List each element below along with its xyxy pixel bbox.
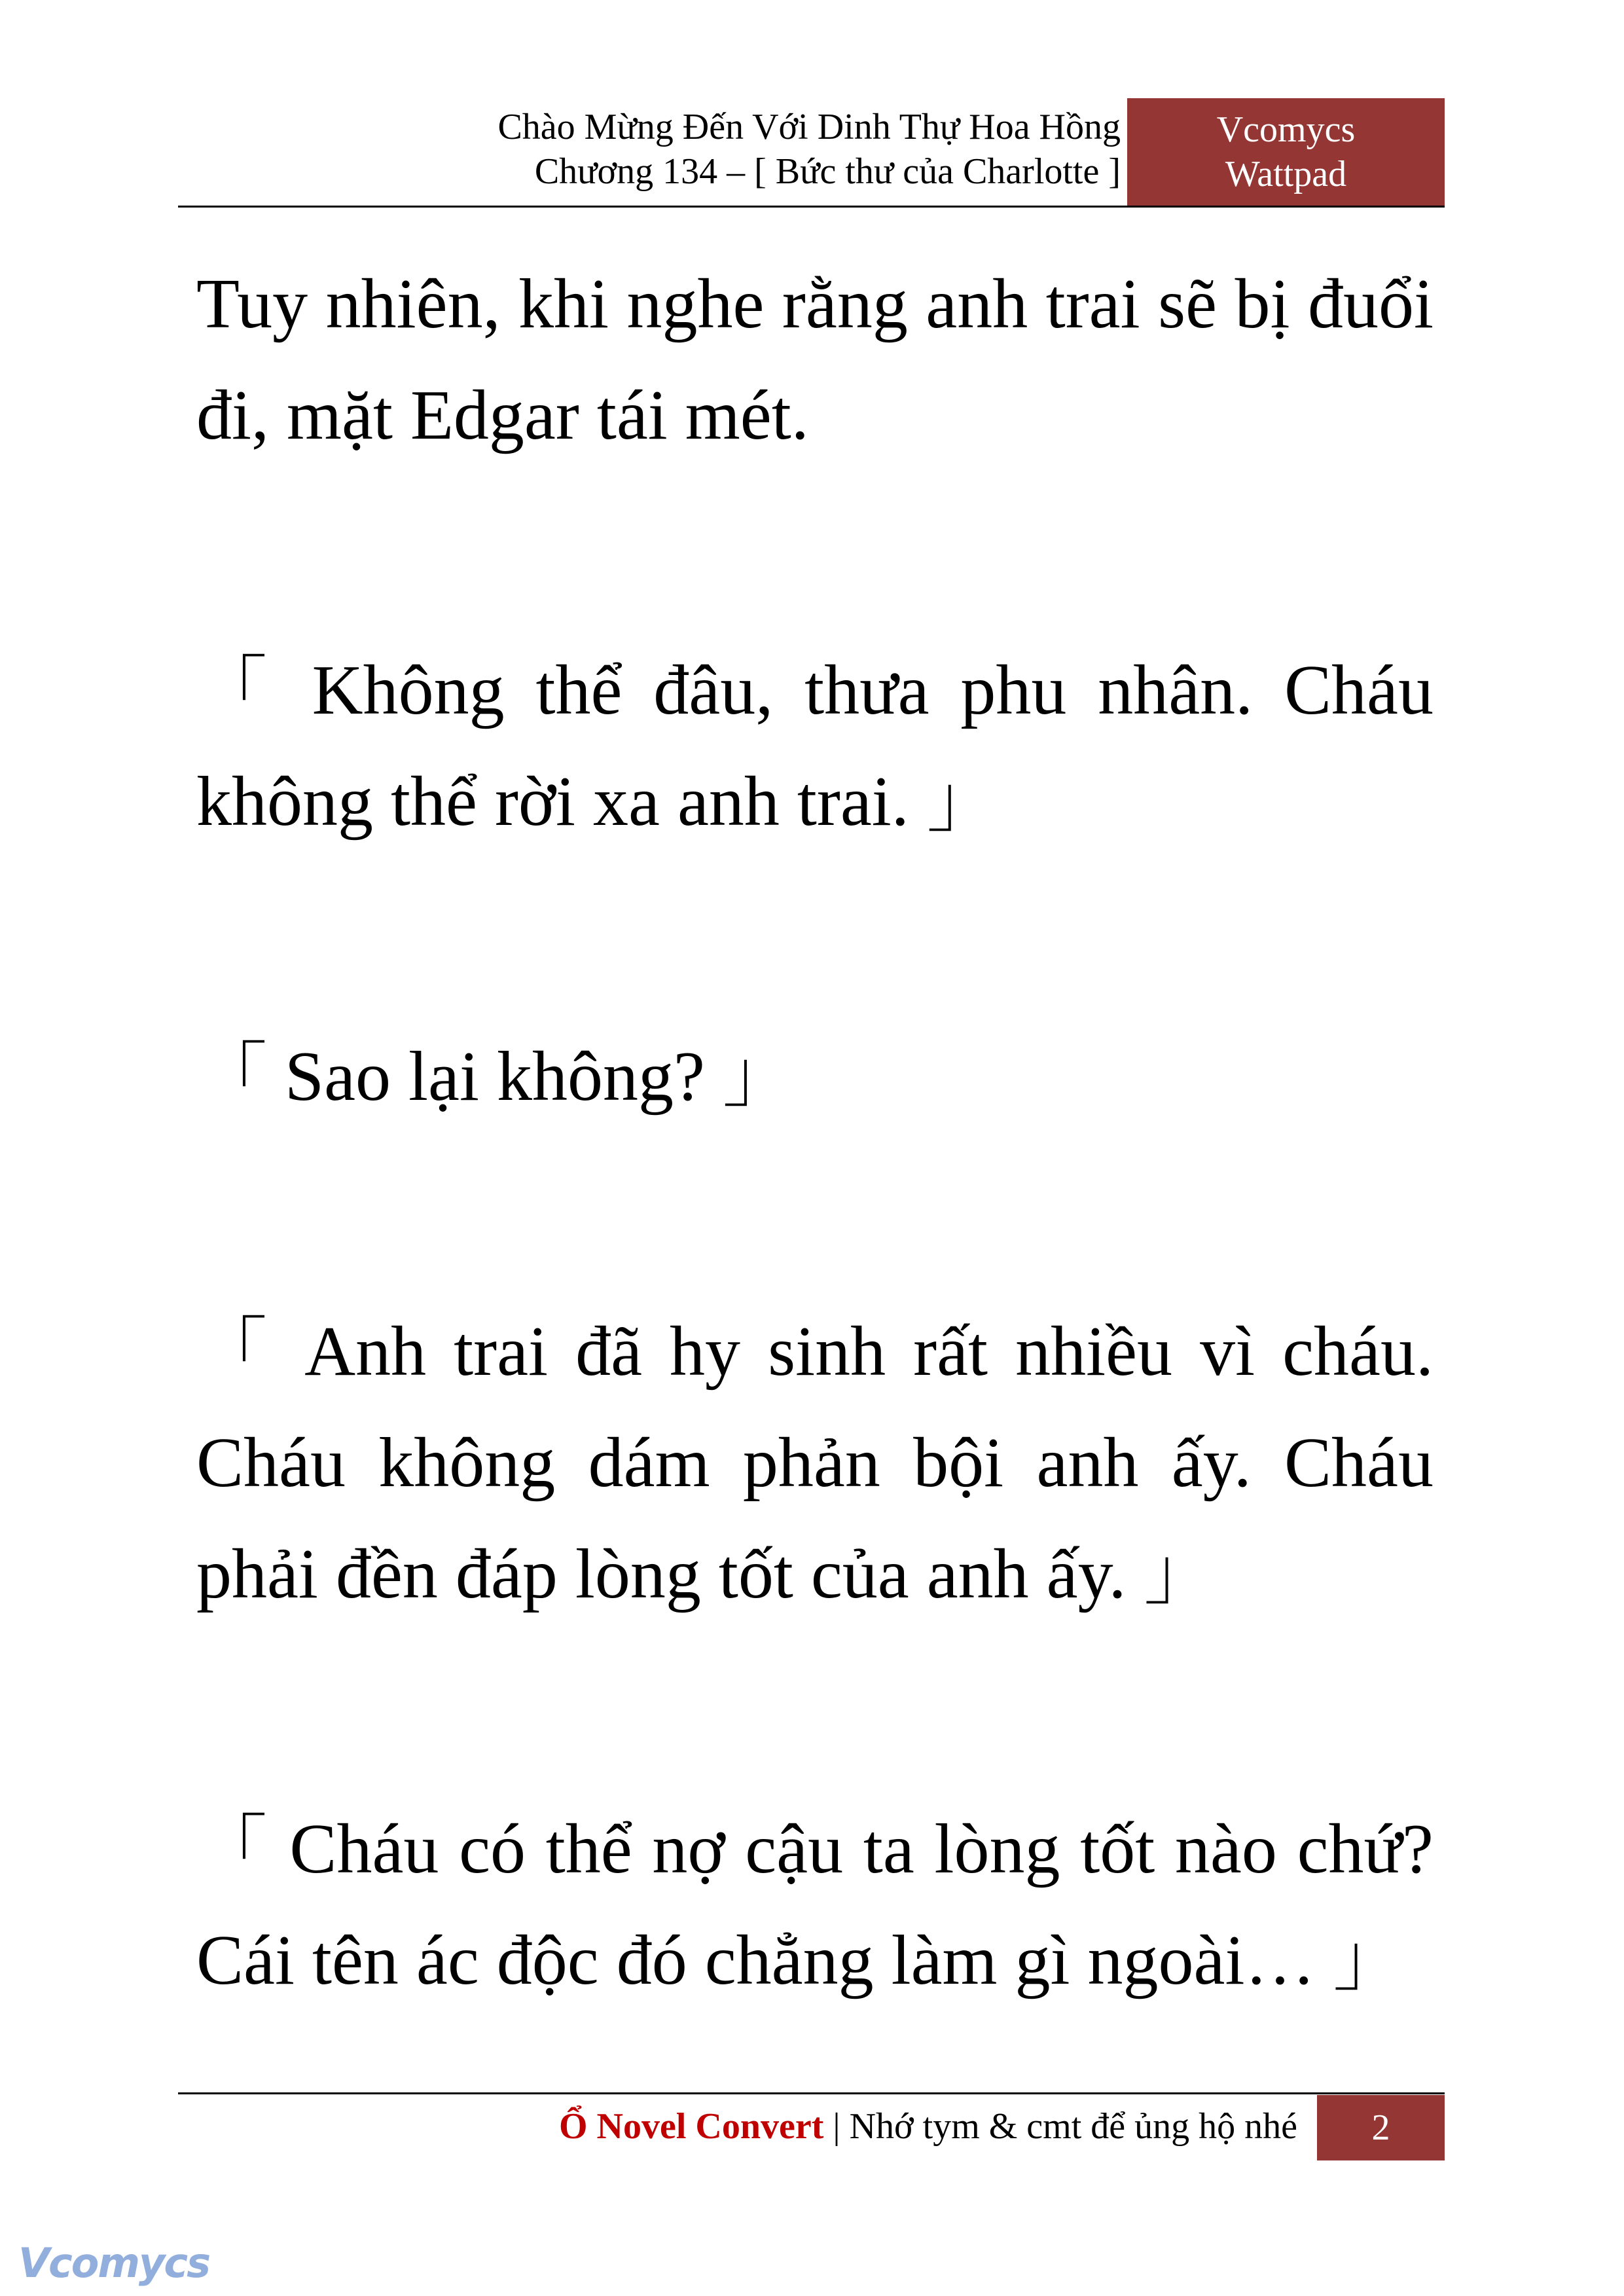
paragraph-1: Tuy nhiên, khi nghe rằng anh trai sẽ bị đuổi đi, mặt Edgar tái mét. [196,265,1434,454]
paragraph-spacer [196,471,1434,635]
header-title-block [497,105,1121,194]
paragraph-spacer [196,1630,1434,1794]
paragraph-3: 「 Sao lại không? 」 [196,1038,793,1116]
footer-divider [178,2092,1445,2094]
header-divider [178,206,1445,208]
paragraph-spacer [196,1133,1434,1296]
page-number: 2 [1317,2095,1445,2160]
page-body [196,249,1434,2016]
watermark-logo: Vcomycs [18,2239,210,2287]
paragraph-5: 「 Cháu có thể nợ cậu ta lòng tốt nào chứ? Cái tên ác độc đó chẳng làm gì ngoài… 」 [196,1810,1434,1999]
page-header [178,98,1445,207]
badge-site: Vcomycs [1216,109,1356,150]
source-badge [1127,98,1445,207]
footer-note: Nhớ tym & cmt để ủng hộ nhé [849,2106,1297,2147]
book-title: Chào Mừng Đến Với Dinh Thự Hoa Hồng [497,107,1121,147]
footer-brand: Ổ Novel Convert [559,2106,824,2147]
badge-platform: Wattpad [1225,154,1347,194]
page-footer [178,2095,1445,2160]
chapter-title: Chương 134 – [ Bức thư của Charlotte ] [534,151,1121,192]
paragraph-4: 「 Anh trai đã hy sinh rất nhiều vì cháu. Cháu không dám phản bội anh ấy. Cháu phải đền đáp lòng tốt của anh ấy. 」 [196,1313,1434,1613]
footer-separator: | [823,2106,850,2147]
paragraph-spacer [196,858,1434,1021]
footer-text [559,2104,1297,2149]
paragraph-2: 「 Không thể đâu, thưa phu nhân. Cháu không thể rời xa anh trai. 」 [196,651,1434,841]
